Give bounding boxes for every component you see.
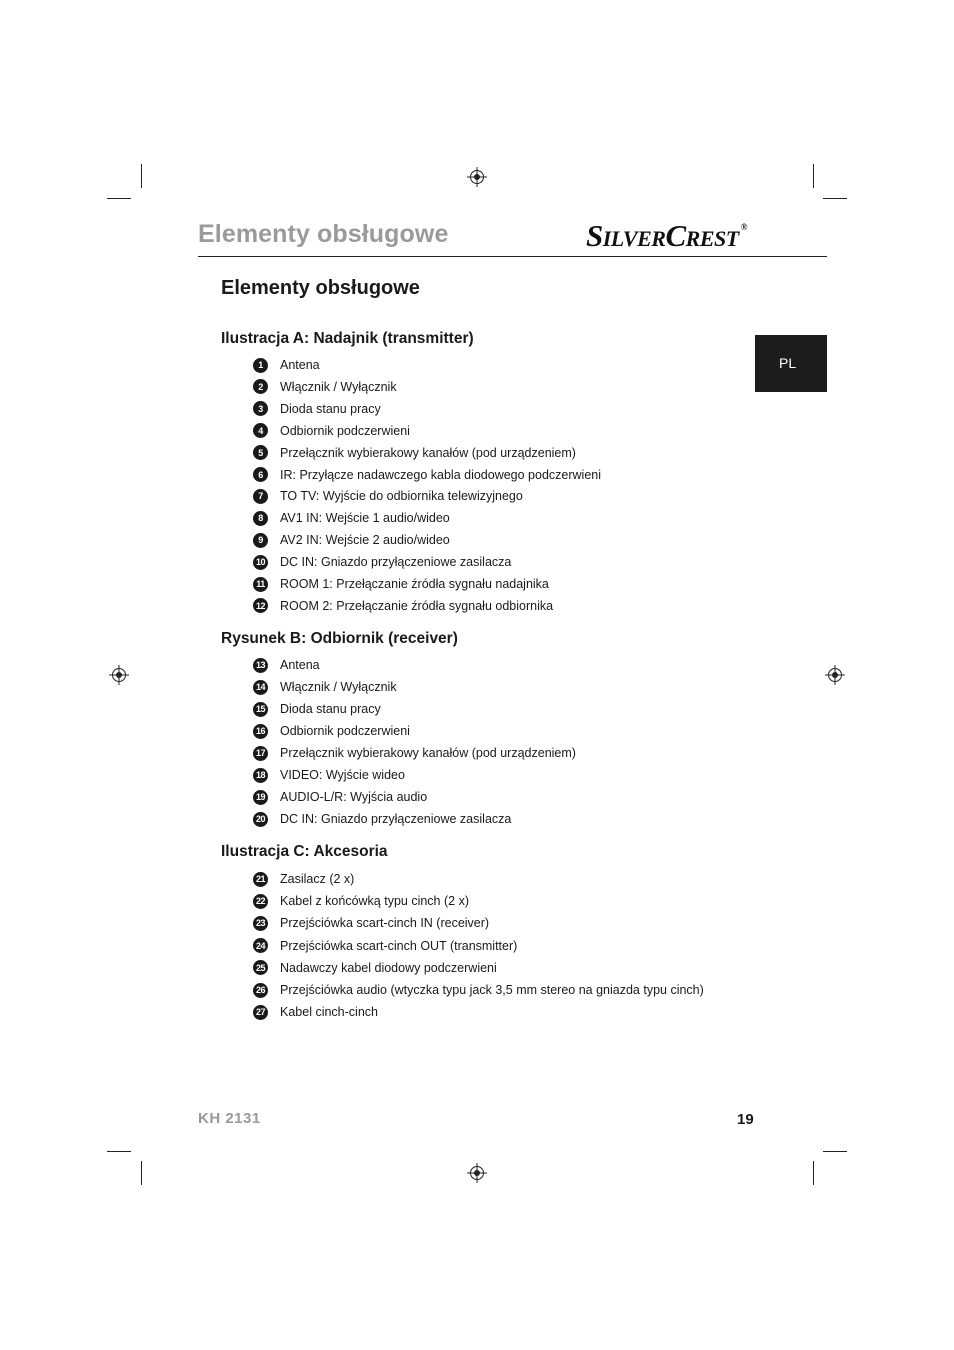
item-label: Kabel cinch-cinch <box>280 1005 378 1020</box>
list-item <box>253 656 320 674</box>
item-number-badge: 8 <box>253 511 268 526</box>
page-heading: Elementy obsługowe <box>221 277 420 299</box>
item-number-badge: 3 <box>253 401 268 416</box>
item-label: Odbiornik podczerwieni <box>280 423 410 438</box>
list-item <box>253 870 354 888</box>
brand-text: ILVER <box>602 226 666 251</box>
list-item <box>253 959 497 977</box>
item-number-badge: 25 <box>253 960 268 975</box>
registration-mark-icon <box>109 665 129 685</box>
registration-mark-icon <box>467 1163 487 1183</box>
section-heading: Rysunek B: Odbiornik (receiver) <box>221 630 458 647</box>
page-number: 19 <box>737 1111 754 1128</box>
item-number-badge: 15 <box>253 702 268 717</box>
list-item <box>253 981 704 999</box>
list-item <box>253 466 601 484</box>
list-item <box>253 892 469 910</box>
registration-mark-icon <box>467 167 487 187</box>
list-item <box>253 700 381 718</box>
brand-logo <box>586 218 747 254</box>
item-label: TO TV: Wyjście do odbiornika telewizyjnego <box>280 489 523 504</box>
crop-mark <box>141 1161 142 1185</box>
list-item <box>253 444 576 462</box>
item-number-badge: 27 <box>253 1005 268 1020</box>
item-label: Przełącznik wybierakowy kanałów (pod urządzeniem) <box>280 445 576 460</box>
crop-mark <box>813 1161 814 1185</box>
list-item <box>253 509 450 527</box>
item-label: IR: Przyłącze nadawczego kabla diodowego podczerwieni <box>280 467 602 482</box>
item-number-badge: 13 <box>253 658 268 673</box>
item-label: AUDIO-L/R: Wyjścia audio <box>280 790 428 804</box>
item-number-badge: 21 <box>253 872 268 887</box>
item-number-badge: 7 <box>253 489 268 504</box>
list-item <box>253 788 427 806</box>
item-label: Przejściówka audio (wtyczka typu jack 3,5 mm stereo na gniazda typu cinch) <box>280 983 704 997</box>
header-divider <box>198 256 827 257</box>
item-label: Przejściówka scart-cinch IN (receiver) <box>280 916 490 931</box>
item-number-badge: 16 <box>253 724 268 739</box>
item-label: Włącznik / Wyłącznik <box>280 379 397 394</box>
item-label: Włącznik / Wyłącznik <box>280 680 397 694</box>
list-item <box>253 575 549 593</box>
item-label: Antena <box>280 358 320 372</box>
item-label: VIDEO: Wyjście wideo <box>280 768 405 782</box>
section-heading: Ilustracja C: Akcesoria <box>221 843 388 860</box>
item-label: ROOM 2: Przełączanie źródła sygnału odbiornika <box>280 598 554 613</box>
item-number-badge: 23 <box>253 916 268 931</box>
list-item <box>253 1003 378 1021</box>
crop-mark <box>823 198 847 199</box>
item-label: Kabel z końcówką typu cinch (2 x) <box>280 894 469 909</box>
item-number-badge: 17 <box>253 746 268 761</box>
item-number-badge: 22 <box>253 894 268 909</box>
item-label: Zasilacz (2 x) <box>280 872 355 886</box>
list-item <box>253 553 511 571</box>
language-tab <box>755 335 827 392</box>
list-item <box>253 744 576 762</box>
item-number-badge: 4 <box>253 423 268 438</box>
item-label: Dioda stanu pracy <box>280 401 381 416</box>
language-tab-label: PL <box>779 355 797 371</box>
brand-text: REST <box>685 226 739 251</box>
registration-mark-icon <box>825 665 845 685</box>
list-item <box>253 400 381 418</box>
item-label: AV2 IN: Wejście 2 audio/wideo <box>280 533 450 548</box>
registered-mark: ® <box>740 222 747 232</box>
list-item <box>253 597 553 615</box>
list-item <box>253 914 489 932</box>
item-number-badge: 26 <box>253 983 268 998</box>
item-label: Przejściówka scart-cinch OUT (transmitter) <box>280 938 518 953</box>
list-item <box>253 356 320 374</box>
item-number-badge: 2 <box>253 379 268 394</box>
list-item <box>253 937 517 955</box>
item-number-badge: 19 <box>253 790 268 805</box>
item-label: Dioda stanu pracy <box>280 702 381 716</box>
brand-initial: S <box>586 218 603 253</box>
list-item <box>253 678 397 696</box>
item-number-badge: 12 <box>253 598 268 613</box>
list-item <box>253 810 511 828</box>
crop-mark <box>141 164 142 188</box>
crop-mark <box>107 198 131 199</box>
item-number-badge: 18 <box>253 768 268 783</box>
item-number-badge: 24 <box>253 938 268 953</box>
section-heading: Ilustracja A: Nadajnik (transmitter) <box>221 330 474 347</box>
item-number-badge: 9 <box>253 533 268 548</box>
item-number-badge: 20 <box>253 812 268 827</box>
crop-mark <box>813 164 814 188</box>
brand-initial: C <box>665 218 686 253</box>
item-label: DC IN: Gniazdo przyłączeniowe zasilacza <box>280 555 512 570</box>
list-item <box>253 531 450 549</box>
list-item <box>253 722 410 740</box>
item-label: DC IN: Gniazdo przyłączeniowe zasilacza <box>280 812 512 826</box>
crop-mark <box>823 1151 847 1152</box>
list-item <box>253 487 523 505</box>
item-label: Nadawczy kabel diodowy podczerwieni <box>280 960 497 975</box>
item-number-badge: 14 <box>253 680 268 695</box>
item-number-badge: 10 <box>253 555 268 570</box>
item-label: Antena <box>280 658 320 672</box>
item-label: Przełącznik wybierakowy kanałów (pod urządzeniem) <box>280 746 576 760</box>
item-label: AV1 IN: Wejście 1 audio/wideo <box>280 511 450 526</box>
item-number-badge: 1 <box>253 358 268 373</box>
list-item <box>253 422 410 440</box>
crop-mark <box>107 1151 131 1152</box>
item-number-badge: 6 <box>253 467 268 482</box>
item-label: Odbiornik podczerwieni <box>280 724 410 738</box>
item-number-badge: 11 <box>253 577 268 592</box>
footer-model: KH 2131 <box>198 1110 261 1127</box>
list-item <box>253 766 405 784</box>
list-item <box>253 378 397 396</box>
item-number-badge: 5 <box>253 445 268 460</box>
running-title: Elementy obsługowe <box>198 220 449 248</box>
item-label: ROOM 1: Przełączanie źródła sygnału nadajnika <box>280 577 549 591</box>
